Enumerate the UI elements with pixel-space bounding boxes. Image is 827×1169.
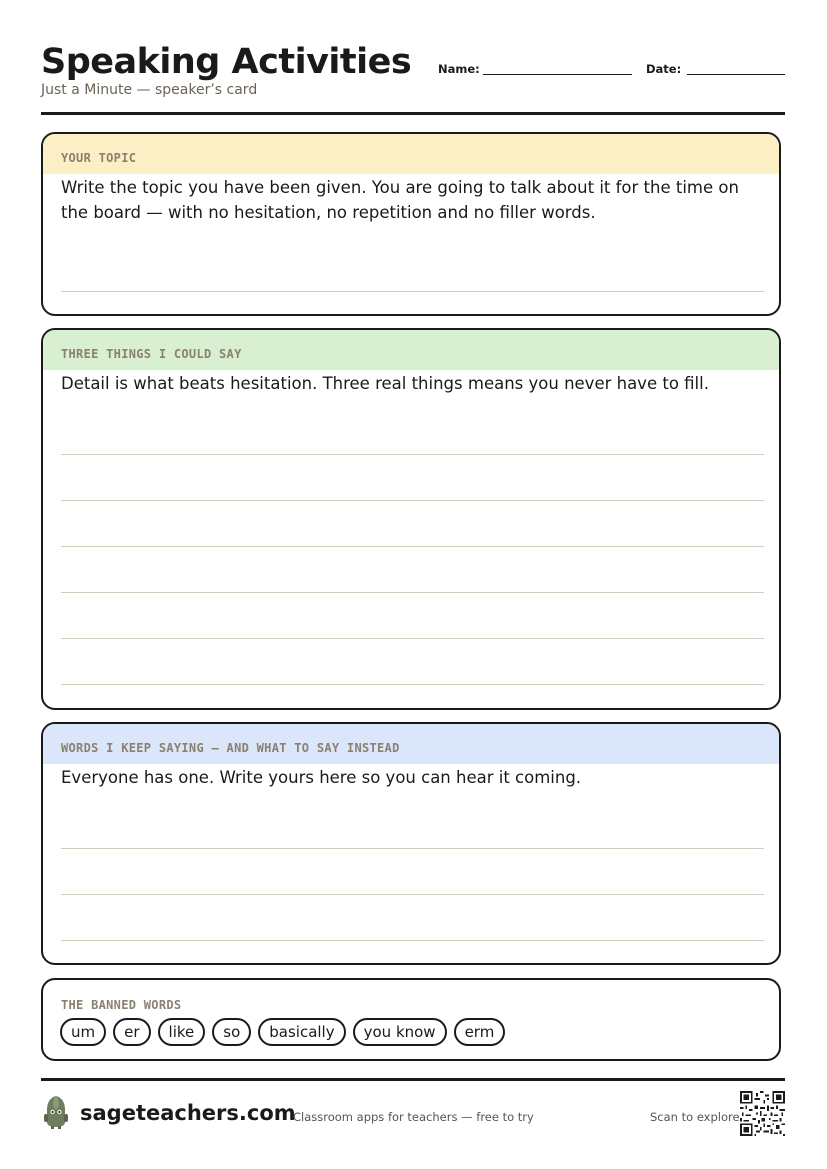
name-field[interactable] [483, 74, 632, 75]
banned-words-list [60, 1018, 505, 1046]
qr-code-icon[interactable] [740, 1091, 785, 1136]
topic-label: YOUR TOPIC [61, 151, 137, 165]
writing-line[interactable] [61, 940, 764, 941]
writing-line[interactable] [61, 291, 764, 292]
date-field[interactable] [687, 74, 785, 75]
page-subtitle: Just a Minute — speaker’s card [41, 82, 258, 98]
three-things-card [41, 328, 781, 710]
scan-caption: Scan to explore [650, 1110, 740, 1124]
filler-words-card [41, 722, 781, 965]
banned-word-chip: basically [258, 1018, 345, 1046]
writing-line[interactable] [61, 454, 764, 455]
writing-line[interactable] [61, 500, 764, 501]
footer-divider [41, 1078, 785, 1081]
banned-word-chip: so [212, 1018, 251, 1046]
writing-line[interactable] [61, 592, 764, 593]
writing-line[interactable] [61, 546, 764, 547]
banned-word-chip: um [60, 1018, 106, 1046]
three-things-description: Detail is what beats hesitation. Three real things means you never have to fill. [61, 374, 709, 393]
filler-words-label: WORDS I KEEP SAYING — AND WHAT TO SAY INSTEAD [61, 741, 400, 755]
name-label: Name: [438, 62, 480, 76]
banned-words-label: THE BANNED WORDS [61, 998, 182, 1012]
topic-card [41, 132, 781, 316]
brand-name[interactable]: sageteachers.com [80, 1101, 296, 1125]
sage-mascot-logo-icon [41, 1094, 71, 1130]
writing-line[interactable] [61, 638, 764, 639]
page-title: Speaking Activities [41, 42, 412, 82]
banned-word-chip: you know [353, 1018, 447, 1046]
banned-word-chip: erm [454, 1018, 506, 1046]
date-label: Date: [646, 62, 682, 76]
header-divider [41, 112, 785, 115]
banned-words-card [41, 978, 781, 1061]
writing-line[interactable] [61, 684, 764, 685]
writing-line[interactable] [61, 848, 764, 849]
banned-word-chip: er [113, 1018, 150, 1046]
three-things-label: THREE THINGS I COULD SAY [61, 347, 242, 361]
filler-words-description: Everyone has one. Write yours here so you can hear it coming. [61, 768, 582, 787]
writing-line[interactable] [61, 894, 764, 895]
banned-word-chip: like [158, 1018, 206, 1046]
topic-description: Write the topic you have been given. You are going to talk about it for the time on the board — with no hesitation, no repetition and no filler words. [61, 178, 739, 222]
topic-band [43, 134, 779, 174]
footer-tagline: Classroom apps for teachers — free to try [293, 1110, 534, 1124]
